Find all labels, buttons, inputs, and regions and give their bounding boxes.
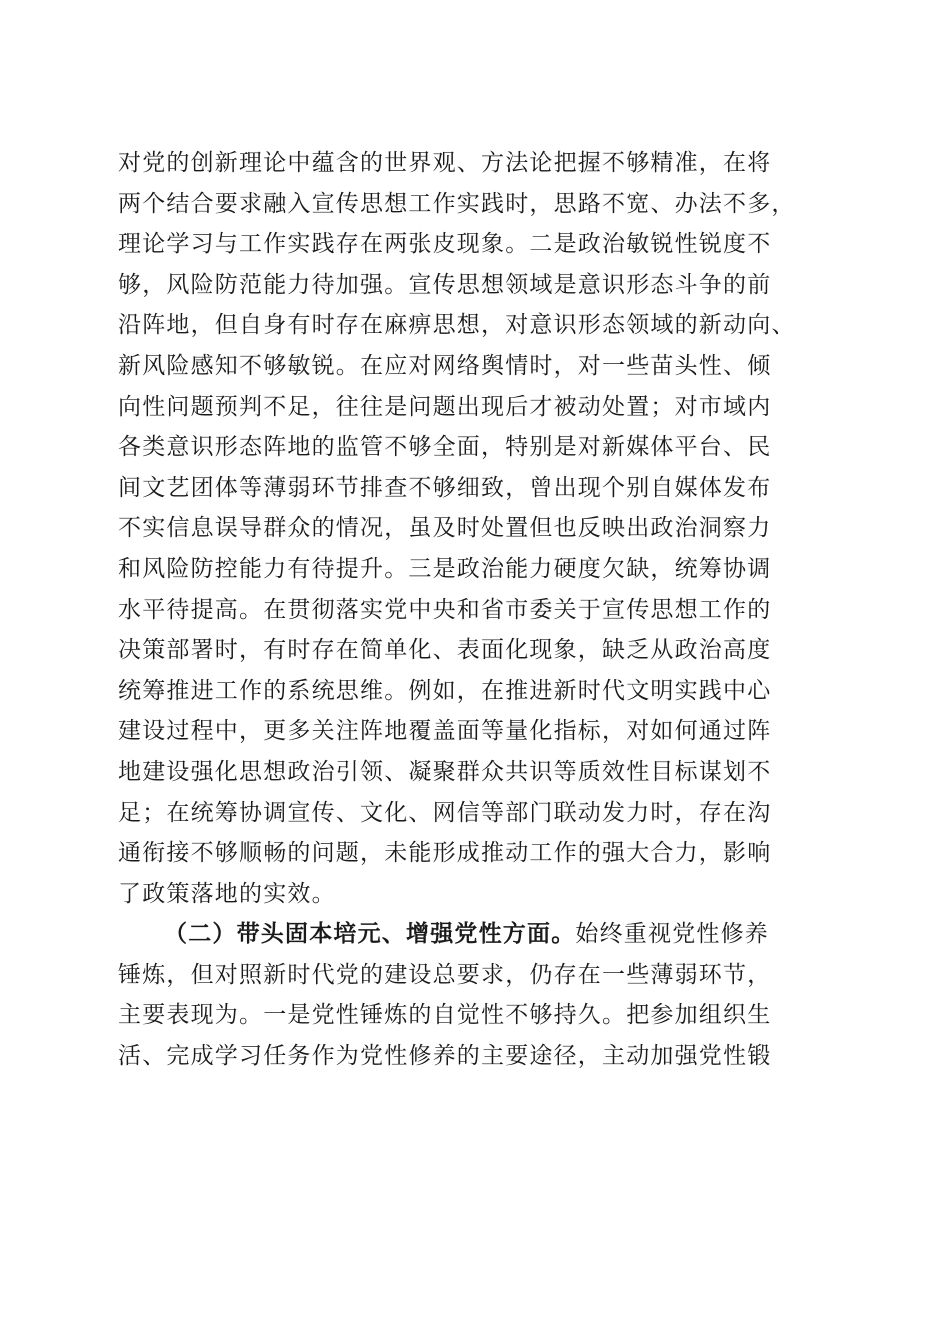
paragraph-line: 够，风险防范能力待加强。宣传思想领域是意识形态斗争的前	[118, 271, 772, 298]
paragraph-line: 地建设强化思想政治引领、凝聚群众共识等质效性目标谋划不	[118, 758, 772, 785]
paragraph-line: 统筹推进工作的系统思维。例如，在推进新时代文明实践中心	[118, 677, 772, 704]
paragraph-line: 对党的创新理论中蕴含的世界观、方法论把握不够精准，在将	[118, 150, 772, 176]
paragraph-line: 两个结合要求融入宣传思想工作实践时，思路不宽、办法不多，	[118, 190, 796, 217]
paragraph-line: 间文艺团体等薄弱环节排查不够细致，曾出现个别自媒体发布	[118, 474, 772, 501]
paragraph-line: 各类意识形态阵地的监管不够全面，特别是对新媒体平台、民	[118, 434, 772, 461]
paragraph-line: 通衔接不够顺畅的问题，未能形成推动工作的强大合力，影响	[118, 840, 772, 867]
paragraph-line: 决策部署时，有时存在简单化、表面化现象，缺乏从政治高度	[118, 637, 772, 664]
paragraph-line: 不实信息误导群众的情况，虽及时处置但也反映出政治洞察力	[118, 515, 772, 542]
section-first-line-text: 始终重视党性修养	[575, 921, 770, 948]
paragraph-line: 新风险感知不够敏锐。在应对网络舆情时，对一些苗头性、倾	[118, 352, 772, 379]
paragraph-line: 活、完成学习任务作为党性修养的主要途径，主动加强党性锻	[118, 1043, 772, 1070]
paragraph-line: 沿阵地，但自身有时存在麻痹思想，对意识形态领域的新动向、	[118, 312, 796, 339]
paragraph-line: 理论学习与工作实践存在两张皮现象。二是政治敏锐性锐度不	[118, 231, 772, 258]
paragraph-line: 水平待提高。在贯彻落实党中央和省市委关于宣传思想工作的	[118, 596, 772, 623]
paragraph-line: 建设过程中，更多关注阵地覆盖面等量化指标，对如何通过阵	[118, 718, 772, 745]
paragraph-line: 主要表现为。一是党性锤炼的自觉性不够持久。把参加组织生	[118, 1002, 772, 1029]
paragraph-line: 向性问题预判不足，往往是问题出现后才被动处置；对市域内	[118, 393, 772, 420]
paragraph-line: 了政策落地的实效。	[118, 880, 336, 907]
paragraph-line: 锤炼，但对照新时代党的建设总要求，仍存在一些薄弱环节，	[118, 961, 772, 988]
paragraph-line: 足；在统筹协调宣传、文化、网信等部门联动发力时，存在沟	[118, 799, 772, 826]
body-text	[118, 143, 838, 1077]
paragraph-line: 和风险防控能力有待提升。三是政治能力硬度欠缺，统筹协调	[118, 555, 772, 582]
section-heading: （二）带头固本培元、增强党性方面。	[164, 920, 576, 948]
section-first-line	[118, 914, 838, 955]
